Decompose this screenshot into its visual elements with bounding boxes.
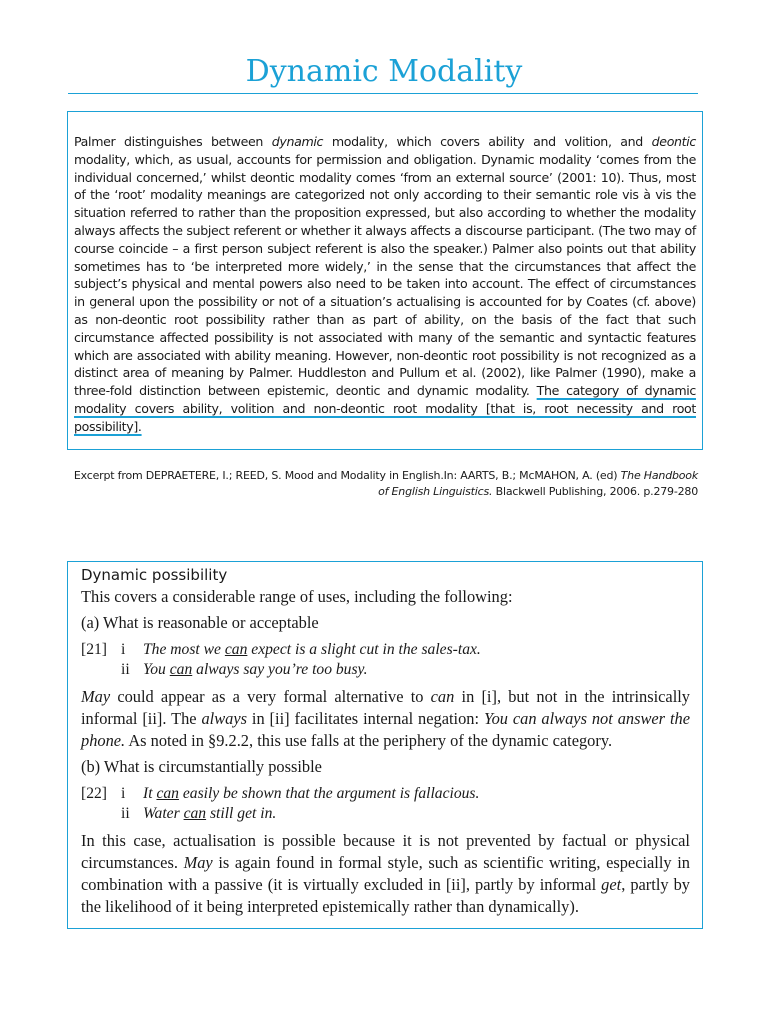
citation xyxy=(68,468,698,500)
excerpt-highlighted-sentence: The category of dynamic modality covers ability, volition and non-deontic root modality [that is, root necessity and root possibility]. xyxy=(74,383,696,434)
page-title: Dynamic Modality xyxy=(245,54,523,89)
title-underline-rule xyxy=(68,93,698,94)
example-21-i xyxy=(81,640,690,660)
example-number: [22] xyxy=(81,785,107,802)
section-heading: Dynamic possibility xyxy=(81,566,228,584)
example-roman: ii xyxy=(121,661,130,678)
case-b-label: (b) What is circumstantially possible xyxy=(81,757,322,776)
citation-line-2 xyxy=(68,484,698,500)
example-21-ii xyxy=(81,660,690,680)
excerpt-text-1: Palmer distinguishes between xyxy=(74,134,272,149)
citation-text-1: Excerpt from DEPRAETERE, I.; REED, S. Mood and Modality in English.In: AARTS, B.; McMAHON, A. (ed) xyxy=(73,469,621,482)
excerpt-em-dynamic: dynamic xyxy=(271,134,324,149)
paragraph-circumstantial: In this case, actualisation is possible because it is not prevented by factual or physical circumstances. May is again found in formal style, such as scientific writing, especially in combination with a passive (it is virtually excluded in [ii], partly by informal get, partly by the likelihood of it being interpreted epistemically rather than dynamically). xyxy=(81,831,690,916)
paragraph-may-formal: May could appear as a very formal alternative to can in [i], but not in the intrinsically informal [ii]. The always in [ii] facilitates internal negation: You can always not answer the phone. As noted in §9.2.2, this use falls at the periphery of the dynamic category. xyxy=(81,687,690,750)
case-a-label: (a) What is reasonable or acceptable xyxy=(81,613,319,632)
citation-book-title-1: The Handbook xyxy=(620,469,698,482)
example-text: You can always say you’re too busy. xyxy=(143,661,368,678)
example-text: The most we can expect is a slight cut in the sales-tax. xyxy=(143,641,481,658)
excerpt-paragraph xyxy=(74,133,696,436)
citation-book-title-2: of English Linguistics. xyxy=(378,485,493,498)
excerpt-text-3: modality, which, as usual, accounts for permission and obligation. Dynamic modality ‘comes from the individual concerned,’ whilst deontic modality comes ‘from an external source’ (2001: 10). Thus, most of the ‘root’ modality meanings are categorized not only according to their semantic role vis à vis the situation referred to rather than the proposition expressed, but also according to whether the modality always affects the subject referent or whether it always affects a discourse participant. (The two may of course coincide – a first person subject referent is also the speaker.) Palmer also points out that ability sometimes has to ‘be interpreted more widely,’ in the sense that the circumstances that affect the subject’s physical and mental powers also need to be taken into account. The effect of circumstances in general upon the possibility or not of a situation’s actualising is accounted for by Coates (cf. above) as non-deontic root possibility rather than as part of ability, on the basis of the fact that such circumstance affected possibility is not associated with many of the semantic and syntactic features which are associated with ability meaning. However, non-deontic root possibility is not recognized as a distinct area of meaning by Palmer. Huddleston and Pullum et al. (2002), like Palmer (1990), make a three-fold distinction between epistemic, deontic and dynamic modality. xyxy=(74,151,696,399)
book-excerpt-box xyxy=(67,561,703,929)
example-roman: i xyxy=(121,785,126,802)
excerpt-box xyxy=(67,111,703,450)
example-text: It can easily be shown that the argument is fallacious. xyxy=(143,785,480,802)
example-roman: ii xyxy=(121,805,130,822)
citation-text-2: Blackwell Publishing, 2006. p.279-280 xyxy=(492,485,698,498)
example-22-i xyxy=(81,784,690,804)
example-22-ii xyxy=(81,804,690,824)
excerpt-em-deontic: deontic xyxy=(651,134,696,149)
citation-line-1 xyxy=(68,468,698,484)
excerpt-text-2: modality, which covers ability and volition, and xyxy=(323,134,652,149)
intro-line: This covers a considerable range of uses, including the following: xyxy=(81,587,513,606)
example-roman: i xyxy=(121,641,126,658)
example-number: [21] xyxy=(81,641,107,658)
example-text: Water can still get in. xyxy=(143,805,277,822)
